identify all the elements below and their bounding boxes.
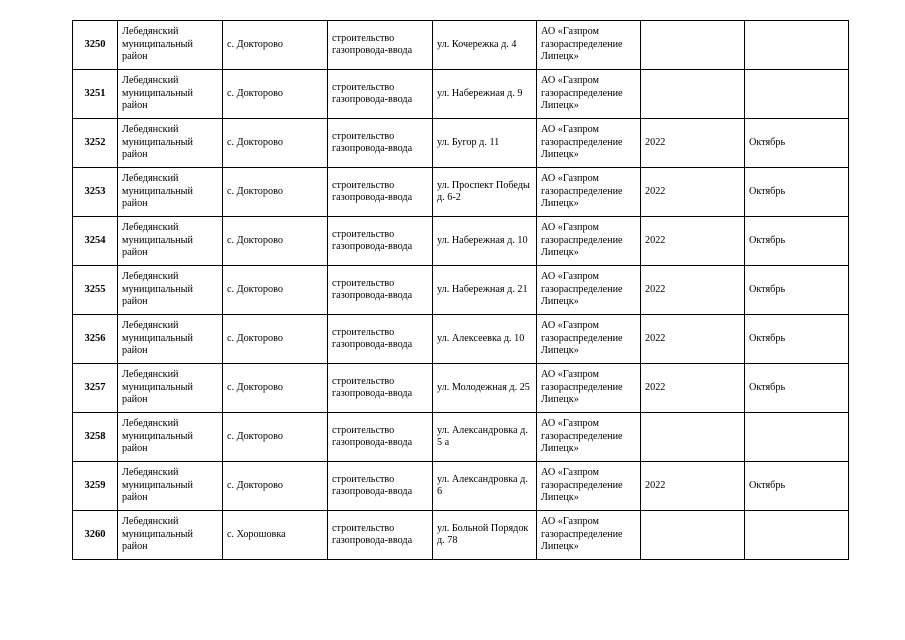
row-number: 3252 — [73, 119, 118, 168]
district-cell: Лебедянский муниципальный район — [118, 315, 223, 364]
table-row — [73, 315, 849, 364]
table-row — [73, 364, 849, 413]
month-cell: Октябрь — [745, 119, 849, 168]
month-cell: Октябрь — [745, 217, 849, 266]
address-cell: ул. Набережная д. 9 — [433, 70, 537, 119]
month-cell — [745, 413, 849, 462]
village-cell: с. Докторово — [223, 266, 328, 315]
table-row — [73, 511, 849, 560]
organization-cell: АО «Газпром газораспределение Липецк» — [537, 462, 641, 511]
organization-cell: АО «Газпром газораспределение Липецк» — [537, 21, 641, 70]
work-type-cell: строительство газопровода-ввода — [328, 413, 433, 462]
row-number: 3250 — [73, 21, 118, 70]
work-type-cell: строительство газопровода-ввода — [328, 315, 433, 364]
row-number: 3251 — [73, 70, 118, 119]
year-cell: 2022 — [641, 217, 745, 266]
row-number: 3260 — [73, 511, 118, 560]
month-cell: Октябрь — [745, 168, 849, 217]
work-type-cell: строительство газопровода-ввода — [328, 217, 433, 266]
table-row — [73, 21, 849, 70]
row-number: 3255 — [73, 266, 118, 315]
year-cell: 2022 — [641, 119, 745, 168]
organization-cell: АО «Газпром газораспределение Липецк» — [537, 413, 641, 462]
table-row — [73, 266, 849, 315]
month-cell — [745, 511, 849, 560]
table-row — [73, 217, 849, 266]
row-number: 3256 — [73, 315, 118, 364]
row-number: 3257 — [73, 364, 118, 413]
year-cell: 2022 — [641, 364, 745, 413]
table-row — [73, 70, 849, 119]
village-cell: с. Докторово — [223, 119, 328, 168]
organization-cell: АО «Газпром газораспределение Липецк» — [537, 511, 641, 560]
address-cell: ул. Проспект Победы д. 6-2 — [433, 168, 537, 217]
row-number: 3254 — [73, 217, 118, 266]
month-cell — [745, 70, 849, 119]
year-cell — [641, 511, 745, 560]
gas-connection-table — [72, 20, 849, 560]
work-type-cell: строительство газопровода-ввода — [328, 364, 433, 413]
address-cell: ул. Бугор д. 11 — [433, 119, 537, 168]
year-cell: 2022 — [641, 315, 745, 364]
village-cell: с. Докторово — [223, 21, 328, 70]
district-cell: Лебедянский муниципальный район — [118, 364, 223, 413]
work-type-cell: строительство газопровода-ввода — [328, 119, 433, 168]
work-type-cell: строительство газопровода-ввода — [328, 511, 433, 560]
table-body — [73, 21, 849, 560]
address-cell: ул. Александровка д. 6 — [433, 462, 537, 511]
year-cell — [641, 413, 745, 462]
month-cell: Октябрь — [745, 462, 849, 511]
district-cell: Лебедянский муниципальный район — [118, 21, 223, 70]
district-cell: Лебедянский муниципальный район — [118, 217, 223, 266]
village-cell: с. Докторово — [223, 168, 328, 217]
table-row — [73, 119, 849, 168]
district-cell: Лебедянский муниципальный район — [118, 462, 223, 511]
organization-cell: АО «Газпром газораспределение Липецк» — [537, 315, 641, 364]
address-cell: ул. Набережная д. 21 — [433, 266, 537, 315]
village-cell: с. Докторово — [223, 315, 328, 364]
address-cell: ул. Набережная д. 10 — [433, 217, 537, 266]
village-cell: с. Докторово — [223, 462, 328, 511]
work-type-cell: строительство газопровода-ввода — [328, 21, 433, 70]
address-cell: ул. Александровка д. 5 а — [433, 413, 537, 462]
row-number: 3253 — [73, 168, 118, 217]
village-cell: с. Докторово — [223, 217, 328, 266]
address-cell: ул. Кочережка д. 4 — [433, 21, 537, 70]
year-cell — [641, 21, 745, 70]
year-cell: 2022 — [641, 168, 745, 217]
organization-cell: АО «Газпром газораспределение Липецк» — [537, 70, 641, 119]
year-cell — [641, 70, 745, 119]
month-cell — [745, 21, 849, 70]
work-type-cell: строительство газопровода-ввода — [328, 266, 433, 315]
table-row — [73, 413, 849, 462]
district-cell: Лебедянский муниципальный район — [118, 266, 223, 315]
year-cell: 2022 — [641, 462, 745, 511]
work-type-cell: строительство газопровода-ввода — [328, 462, 433, 511]
district-cell: Лебедянский муниципальный район — [118, 511, 223, 560]
table-row — [73, 168, 849, 217]
village-cell: с. Докторово — [223, 413, 328, 462]
village-cell: с. Докторово — [223, 70, 328, 119]
month-cell: Октябрь — [745, 364, 849, 413]
month-cell: Октябрь — [745, 266, 849, 315]
table-row — [73, 462, 849, 511]
village-cell: с. Докторово — [223, 364, 328, 413]
address-cell: ул. Больной Порядок д. 78 — [433, 511, 537, 560]
district-cell: Лебедянский муниципальный район — [118, 70, 223, 119]
work-type-cell: строительство газопровода-ввода — [328, 168, 433, 217]
district-cell: Лебедянский муниципальный район — [118, 413, 223, 462]
village-cell: с. Хорошовка — [223, 511, 328, 560]
district-cell: Лебедянский муниципальный район — [118, 168, 223, 217]
row-number: 3259 — [73, 462, 118, 511]
organization-cell: АО «Газпром газораспределение Липецк» — [537, 266, 641, 315]
district-cell: Лебедянский муниципальный район — [118, 119, 223, 168]
address-cell: ул. Молодежная д. 25 — [433, 364, 537, 413]
row-number: 3258 — [73, 413, 118, 462]
organization-cell: АО «Газпром газораспределение Липецк» — [537, 217, 641, 266]
month-cell: Октябрь — [745, 315, 849, 364]
year-cell: 2022 — [641, 266, 745, 315]
organization-cell: АО «Газпром газораспределение Липецк» — [537, 168, 641, 217]
address-cell: ул. Алексеевка д. 10 — [433, 315, 537, 364]
organization-cell: АО «Газпром газораспределение Липецк» — [537, 364, 641, 413]
organization-cell: АО «Газпром газораспределение Липецк» — [537, 119, 641, 168]
work-type-cell: строительство газопровода-ввода — [328, 70, 433, 119]
